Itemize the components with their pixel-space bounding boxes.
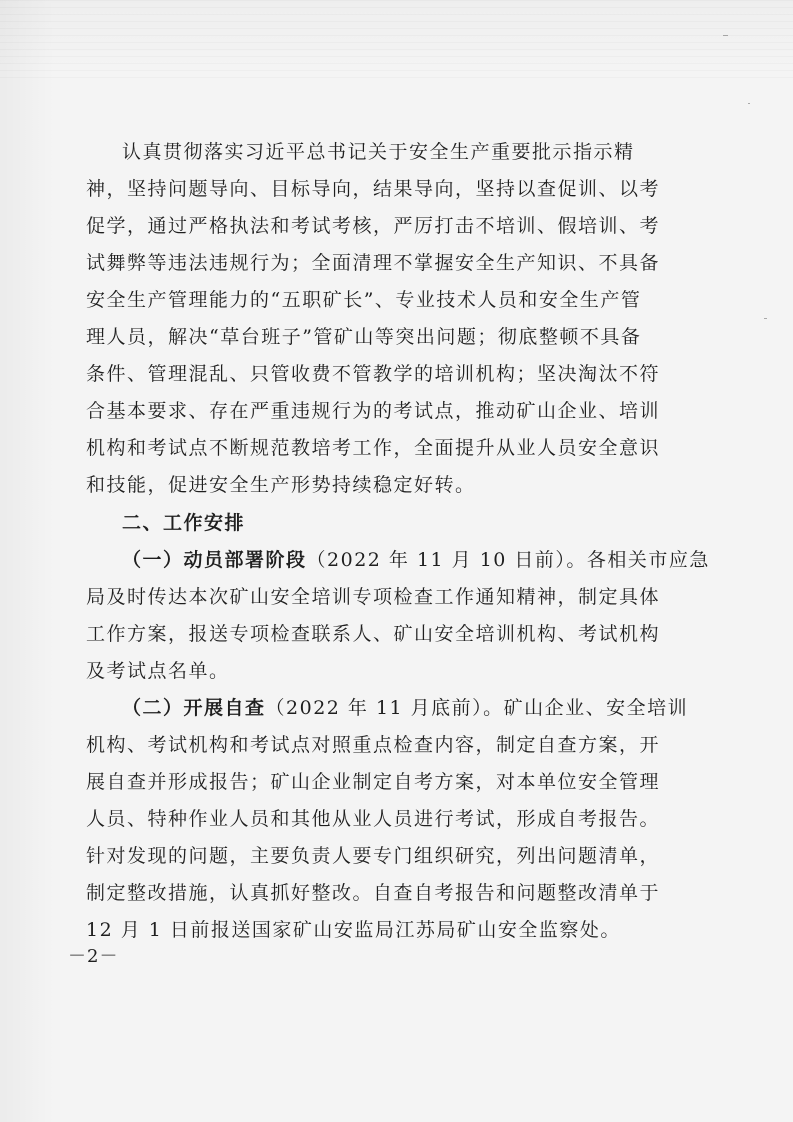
paragraph-text: （2022 年 11 月底前）。矿山企业、安全培训 xyxy=(265,697,689,719)
paragraph-line: 工作方案，报送专项检查联系人、矿山安全培训机构、考试机构 xyxy=(86,623,661,645)
section-subtitle: （一）动员部署阶段 xyxy=(122,549,307,571)
paragraph-line: 促学，通过严格执法和考试考核，严厉打击不培训、假培训、考 xyxy=(86,215,661,237)
scan-mark xyxy=(764,318,767,319)
paragraph-line xyxy=(86,690,706,727)
paragraph-line xyxy=(86,542,710,579)
page-number: －2－ xyxy=(68,946,119,967)
paragraph-line: 神，坚持问题导向、目标导向，结果导向，坚持以查促训、以考 xyxy=(86,178,661,200)
paragraph-line: 安全生产管理能力的“五职矿长”、专业技术人员和安全生产管 xyxy=(86,289,642,311)
work-section-1 xyxy=(86,542,710,690)
paragraph-text: （2022 年 11 月 10 日前）。各相关市应急 xyxy=(306,549,710,571)
paragraph-line: 合基本要求、存在严重违规行为的考试点，推动矿山企业、培训 xyxy=(86,400,661,422)
paragraph-line: 试舞弊等违法违规行为；全面清理不掌握安全生产知识、不具备 xyxy=(86,252,661,274)
paragraph-line: 制定整改措施，认真抓好整改。自查自考报告和问题整改清单于 xyxy=(86,882,661,904)
scan-mark xyxy=(748,103,750,104)
work-section-2 xyxy=(86,690,706,949)
paragraph-line: 和技能，促进安全生产形势持续稳定好转。 xyxy=(86,474,476,496)
paragraph-line: 局及时传达本次矿山安全培训专项检查工作通知精神，制定具体 xyxy=(86,586,661,608)
paragraph-line: 12 月 1 日前报送国家矿山安监局江苏局矿山安全监察处。 xyxy=(86,919,621,941)
scan-mark xyxy=(723,35,728,36)
paragraph-line: 人员、特种作业人员和其他从业人员进行考试，形成自考报告。 xyxy=(86,808,661,830)
scan-artifact-band xyxy=(0,0,793,82)
paragraph-line: 机构、考试机构和考试点对照重点检查内容，制定自查方案，开 xyxy=(86,734,661,756)
paragraph-line: 理人员，解决“草台班子”管矿山等突出问题；彻底整顿不具备 xyxy=(86,326,642,348)
paragraph-line: 及考试点名单。 xyxy=(86,660,230,682)
paragraph-line: 机构和考试点不断规范教培考工作，全面提升从业人员安全意识 xyxy=(86,437,661,459)
section-subtitle: （二）开展自查 xyxy=(122,697,266,719)
paragraph-line: 认真贯彻落实习近平总书记关于安全生产重要批示指示精 xyxy=(122,141,635,163)
paragraph-line: 针对发现的问题，主要负责人要专门组织研究，列出问题清单， xyxy=(86,845,661,867)
intro-paragraph xyxy=(86,134,701,504)
section-heading: 二、工作安排 xyxy=(122,512,246,534)
paragraph-line: 条件、管理混乱、只管收费不管教学的培训机构；坚决淘汰不符 xyxy=(86,363,661,385)
paragraph-line: 展自查并形成报告；矿山企业制定自考方案，对本单位安全管理 xyxy=(86,771,661,793)
